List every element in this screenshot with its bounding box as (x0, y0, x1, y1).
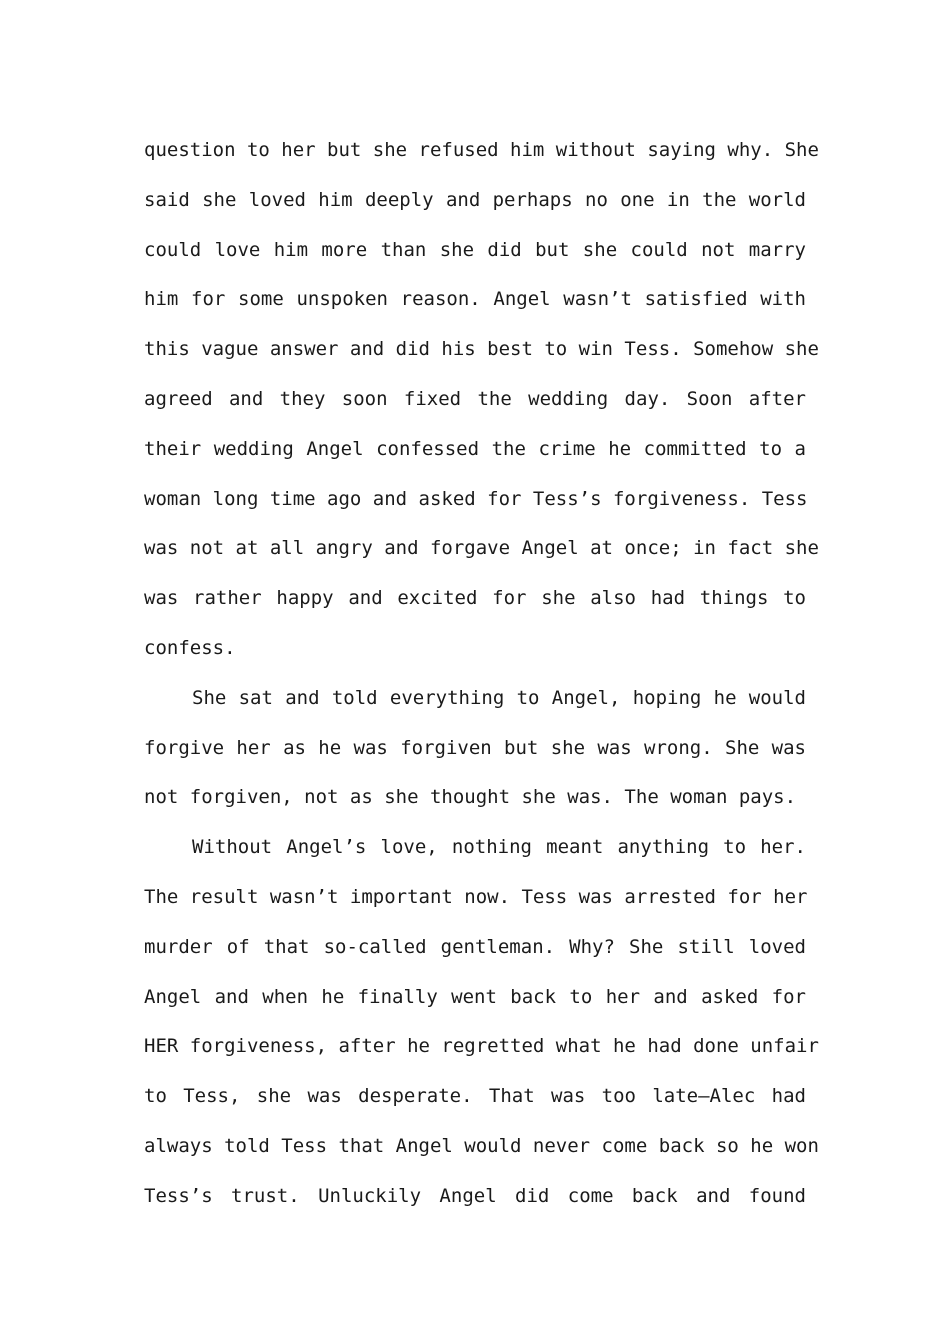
text-line: HER forgiveness, after he regretted what he had done unfair (144, 1035, 819, 1058)
text-line: could love him more than she did but she could not marry (144, 238, 806, 261)
text-line: always told Tess that Angel would never come back so he won (144, 1134, 819, 1157)
paragraph-end-line: confess. (144, 636, 236, 659)
body-text (144, 126, 819, 1222)
paragraph-start-line: Without Angel’s love, nothing meant anything to her. (192, 836, 806, 859)
text-line: forgive her as he was forgiven but she was wrong. She was (144, 736, 806, 759)
text-line: The result wasn’t important now. Tess was arrested for her (144, 885, 808, 908)
text-line: question to her but she refused him without saying why. She (144, 139, 819, 161)
text-line: was rather happy and excited for she also had things to (144, 587, 806, 610)
text-line: to Tess, she was desperate. That was too late—Alec had (144, 1085, 806, 1108)
text-line: Tess’s trust. Unluckily Angel did come back and found (144, 1184, 806, 1207)
paragraph-end-line: not forgiven, not as she thought she was. The woman pays. (144, 786, 797, 809)
text-line: him for some unspoken reason. Angel wasn’t satisfied with (144, 288, 806, 311)
text-line: was not at all angry and forgave Angel at once; in fact she (144, 537, 819, 560)
text-line: agreed and they soon fixed the wedding day. Soon after (144, 387, 806, 410)
text-line: murder of that so-called gentleman. Why? She still loved (144, 935, 806, 958)
text-line: woman long time ago and asked for Tess’s forgiveness. Tess (144, 487, 808, 510)
text-line: this vague answer and did his best to win Tess. Somehow she (144, 338, 819, 361)
text-line: Angel and when he finally went back to her and asked for (144, 985, 806, 1008)
text-line: said she loved him deeply and perhaps no one in the world (144, 188, 806, 211)
text-line: their wedding Angel confessed the crime he committed to a (144, 437, 806, 460)
paragraph-start-line: She sat and told everything to Angel, hoping he would (192, 686, 806, 709)
